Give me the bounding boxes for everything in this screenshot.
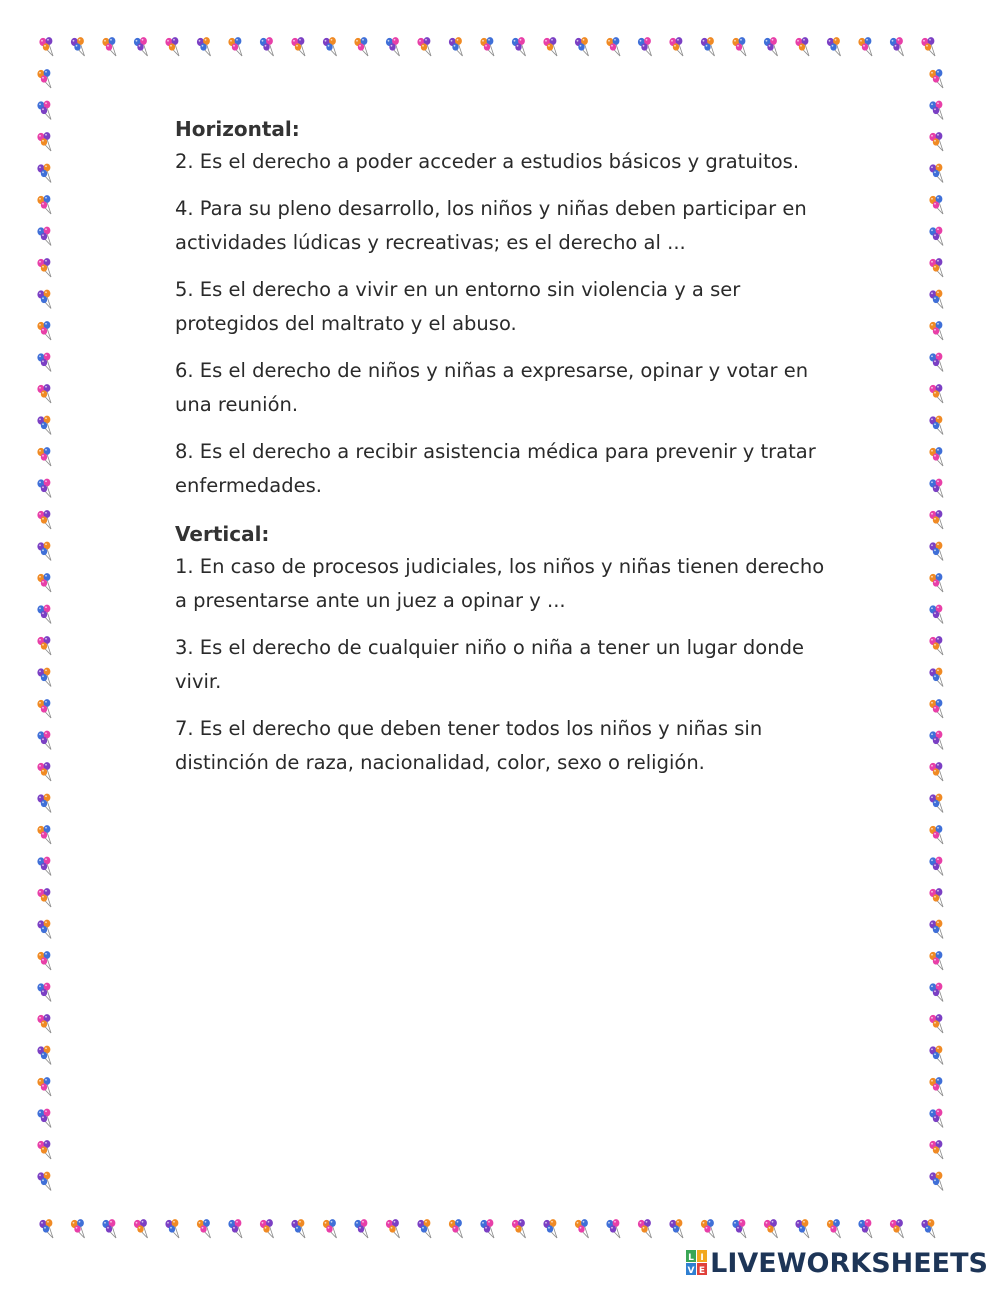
vertical-clue-7: 7. Es el derecho que deben tener todos los niños y niñas sin distinción de raza, nacionalidad, color, sexo o religión. xyxy=(175,717,763,774)
balloon-cluster-icon xyxy=(197,1219,211,1238)
logo-letter-l: L xyxy=(688,1253,695,1263)
balloon-cluster-icon xyxy=(929,1140,943,1159)
balloon-cluster-icon xyxy=(929,542,943,561)
balloon-cluster-icon xyxy=(165,37,179,56)
balloon-cluster-icon xyxy=(732,1219,746,1238)
balloon-cluster-icon xyxy=(929,1077,943,1096)
balloon-cluster-icon xyxy=(37,258,51,277)
liveworksheets-wordmark: LIVEWORKSHEETS xyxy=(710,1247,988,1279)
balloon-cluster-icon xyxy=(669,37,683,56)
balloon-cluster-icon xyxy=(386,1219,400,1238)
balloon-cluster-icon xyxy=(575,37,589,56)
balloon-cluster-icon xyxy=(929,794,943,813)
balloon-cluster-icon xyxy=(929,951,943,970)
balloon-cluster-icon xyxy=(37,447,51,466)
balloon-cluster-icon xyxy=(37,1109,51,1128)
balloon-cluster-icon xyxy=(37,605,51,624)
balloon-cluster-icon xyxy=(929,731,943,750)
balloon-cluster-icon xyxy=(732,37,746,56)
balloon-cluster-icon xyxy=(71,1219,85,1238)
balloon-cluster-icon xyxy=(228,1219,242,1238)
balloon-cluster-icon xyxy=(543,1219,557,1238)
balloon-cluster-icon xyxy=(929,825,943,844)
balloon-cluster-icon xyxy=(102,37,116,56)
balloon-cluster-icon xyxy=(929,479,943,498)
balloon-cluster-icon xyxy=(354,1219,368,1238)
logo-letter-v: V xyxy=(687,1266,695,1276)
balloon-cluster-icon xyxy=(929,762,943,781)
vertical-clue-1: 1. En caso de procesos judiciales, los niños y niñas tienen derecho a presentarse ante un juez a opinar y ... xyxy=(175,555,825,612)
balloon-cluster-icon xyxy=(37,794,51,813)
balloon-cluster-icon xyxy=(921,1219,935,1238)
balloon-cluster-icon xyxy=(929,1014,943,1033)
balloon-cluster-icon xyxy=(701,1219,715,1238)
horizontal-clue-6: 6. Es el derecho de niños y niñas a expresarse, opinar y votar en una reunión. xyxy=(175,359,809,416)
balloon-cluster-icon xyxy=(37,983,51,1002)
balloon-cluster-icon xyxy=(37,1172,51,1191)
balloon-cluster-icon xyxy=(890,37,904,56)
balloon-cluster-icon xyxy=(37,69,51,88)
balloon-cluster-icon xyxy=(929,290,943,309)
balloon-cluster-icon xyxy=(417,37,431,56)
balloon-cluster-icon xyxy=(929,195,943,214)
balloon-cluster-icon xyxy=(354,37,368,56)
balloon-cluster-icon xyxy=(71,37,85,56)
balloon-cluster-icon xyxy=(323,37,337,56)
balloon-cluster-icon xyxy=(929,164,943,183)
balloon-cluster-icon xyxy=(929,69,943,88)
balloon-cluster-icon xyxy=(929,636,943,655)
balloon-cluster-icon xyxy=(929,1109,943,1128)
horizontal-heading: Horizontal: xyxy=(175,117,300,141)
balloon-cluster-icon xyxy=(606,37,620,56)
balloon-cluster-icon xyxy=(858,37,872,56)
balloon-cluster-icon xyxy=(512,37,526,56)
balloon-cluster-icon xyxy=(39,37,53,56)
balloon-cluster-icon xyxy=(37,888,51,907)
balloon-cluster-icon xyxy=(291,1219,305,1238)
balloon-cluster-icon xyxy=(386,37,400,56)
balloon-cluster-icon xyxy=(134,1219,148,1238)
balloon-cluster-icon xyxy=(575,1219,589,1238)
balloon-cluster-icon xyxy=(795,1219,809,1238)
balloon-cluster-icon xyxy=(37,290,51,309)
horizontal-clue-2: 2. Es el derecho a poder acceder a estudios básicos y gratuitos. xyxy=(175,150,800,173)
balloon-cluster-icon xyxy=(929,132,943,151)
balloon-cluster-icon xyxy=(37,668,51,687)
horizontal-clue-4: 4. Para su pleno desarrollo, los niños y niñas deben participar en actividades lúdicas y recreativas; es el derecho al ... xyxy=(175,197,807,254)
balloon-cluster-icon xyxy=(37,1077,51,1096)
balloon-cluster-icon xyxy=(929,321,943,340)
balloon-cluster-icon xyxy=(890,1219,904,1238)
balloon-cluster-icon xyxy=(37,164,51,183)
balloon-cluster-icon xyxy=(134,37,148,56)
balloon-cluster-icon xyxy=(638,1219,652,1238)
balloon-cluster-icon xyxy=(37,1046,51,1065)
balloon-cluster-icon xyxy=(929,573,943,592)
balloon-cluster-icon xyxy=(929,384,943,403)
balloon-cluster-icon xyxy=(37,479,51,498)
balloon-cluster-icon xyxy=(37,762,51,781)
balloon-cluster-icon xyxy=(764,37,778,56)
balloon-cluster-icon xyxy=(37,384,51,403)
balloon-cluster-icon xyxy=(929,258,943,277)
balloon-cluster-icon xyxy=(795,37,809,56)
balloon-cluster-icon xyxy=(37,636,51,655)
crossword-clues xyxy=(175,113,840,793)
balloon-cluster-icon xyxy=(197,37,211,56)
balloon-cluster-icon xyxy=(37,132,51,151)
balloon-cluster-icon xyxy=(512,1219,526,1238)
balloon-cluster-icon xyxy=(858,1219,872,1238)
balloon-cluster-icon xyxy=(669,1219,683,1238)
balloon-cluster-icon xyxy=(764,1219,778,1238)
balloon-cluster-icon xyxy=(37,321,51,340)
balloon-cluster-icon xyxy=(929,227,943,246)
logo-letter-e: E xyxy=(699,1266,706,1276)
balloon-cluster-icon xyxy=(929,353,943,372)
balloon-cluster-icon xyxy=(701,37,715,56)
horizontal-clue-8: 8. Es el derecho a recibir asistencia médica para prevenir y tratar enfermedades. xyxy=(175,440,816,497)
balloon-cluster-icon xyxy=(323,1219,337,1238)
balloon-cluster-icon xyxy=(543,37,557,56)
balloon-cluster-icon xyxy=(228,37,242,56)
balloon-cluster-icon xyxy=(929,101,943,120)
balloon-cluster-icon xyxy=(417,1219,431,1238)
balloon-cluster-icon xyxy=(37,227,51,246)
balloon-cluster-icon xyxy=(929,447,943,466)
balloon-cluster-icon xyxy=(37,573,51,592)
balloon-cluster-icon xyxy=(929,699,943,718)
balloon-cluster-icon xyxy=(37,416,51,435)
balloon-cluster-icon xyxy=(37,857,51,876)
balloon-cluster-icon xyxy=(39,1219,53,1238)
balloon-cluster-icon xyxy=(37,1140,51,1159)
vertical-clue-3: 3. Es el derecho de cualquier niño o niña a tener un lugar donde vivir. xyxy=(175,636,804,693)
balloon-cluster-icon xyxy=(929,510,943,529)
balloon-cluster-icon xyxy=(37,353,51,372)
balloon-cluster-icon xyxy=(37,542,51,561)
liveworksheets-brand[interactable] xyxy=(686,1245,988,1281)
balloon-cluster-icon xyxy=(480,37,494,56)
balloon-cluster-icon xyxy=(449,1219,463,1238)
balloon-cluster-icon xyxy=(929,888,943,907)
balloon-cluster-icon xyxy=(37,920,51,939)
balloon-cluster-icon xyxy=(929,605,943,624)
balloon-cluster-icon xyxy=(929,668,943,687)
balloon-cluster-icon xyxy=(929,983,943,1002)
balloon-cluster-icon xyxy=(165,1219,179,1238)
balloon-cluster-icon xyxy=(606,1219,620,1238)
balloon-cluster-icon xyxy=(929,416,943,435)
balloon-cluster-icon xyxy=(827,37,841,56)
balloon-cluster-icon xyxy=(102,1219,116,1238)
balloon-cluster-icon xyxy=(260,1219,274,1238)
balloon-cluster-icon xyxy=(929,920,943,939)
balloon-cluster-icon xyxy=(260,37,274,56)
balloon-cluster-icon xyxy=(921,37,935,56)
balloon-cluster-icon xyxy=(37,195,51,214)
balloon-cluster-icon xyxy=(37,951,51,970)
vertical-heading: Vertical: xyxy=(175,522,270,546)
balloon-cluster-icon xyxy=(37,1014,51,1033)
liveworksheets-logo-icon xyxy=(686,1250,708,1276)
balloon-cluster-icon xyxy=(37,731,51,750)
balloon-cluster-icon xyxy=(638,37,652,56)
horizontal-clue-5: 5. Es el derecho a vivir en un entorno sin violencia y a ser protegidos del maltrato y el abuso. xyxy=(175,278,741,335)
logo-letter-i: I xyxy=(700,1253,704,1263)
balloon-cluster-icon xyxy=(929,857,943,876)
balloon-cluster-icon xyxy=(37,510,51,529)
balloon-cluster-icon xyxy=(449,37,463,56)
balloon-cluster-icon xyxy=(929,1046,943,1065)
balloon-cluster-icon xyxy=(37,825,51,844)
balloon-cluster-icon xyxy=(929,1172,943,1191)
balloon-cluster-icon xyxy=(37,699,51,718)
balloon-cluster-icon xyxy=(480,1219,494,1238)
balloon-cluster-icon xyxy=(827,1219,841,1238)
balloon-cluster-icon xyxy=(37,101,51,120)
balloon-cluster-icon xyxy=(291,37,305,56)
